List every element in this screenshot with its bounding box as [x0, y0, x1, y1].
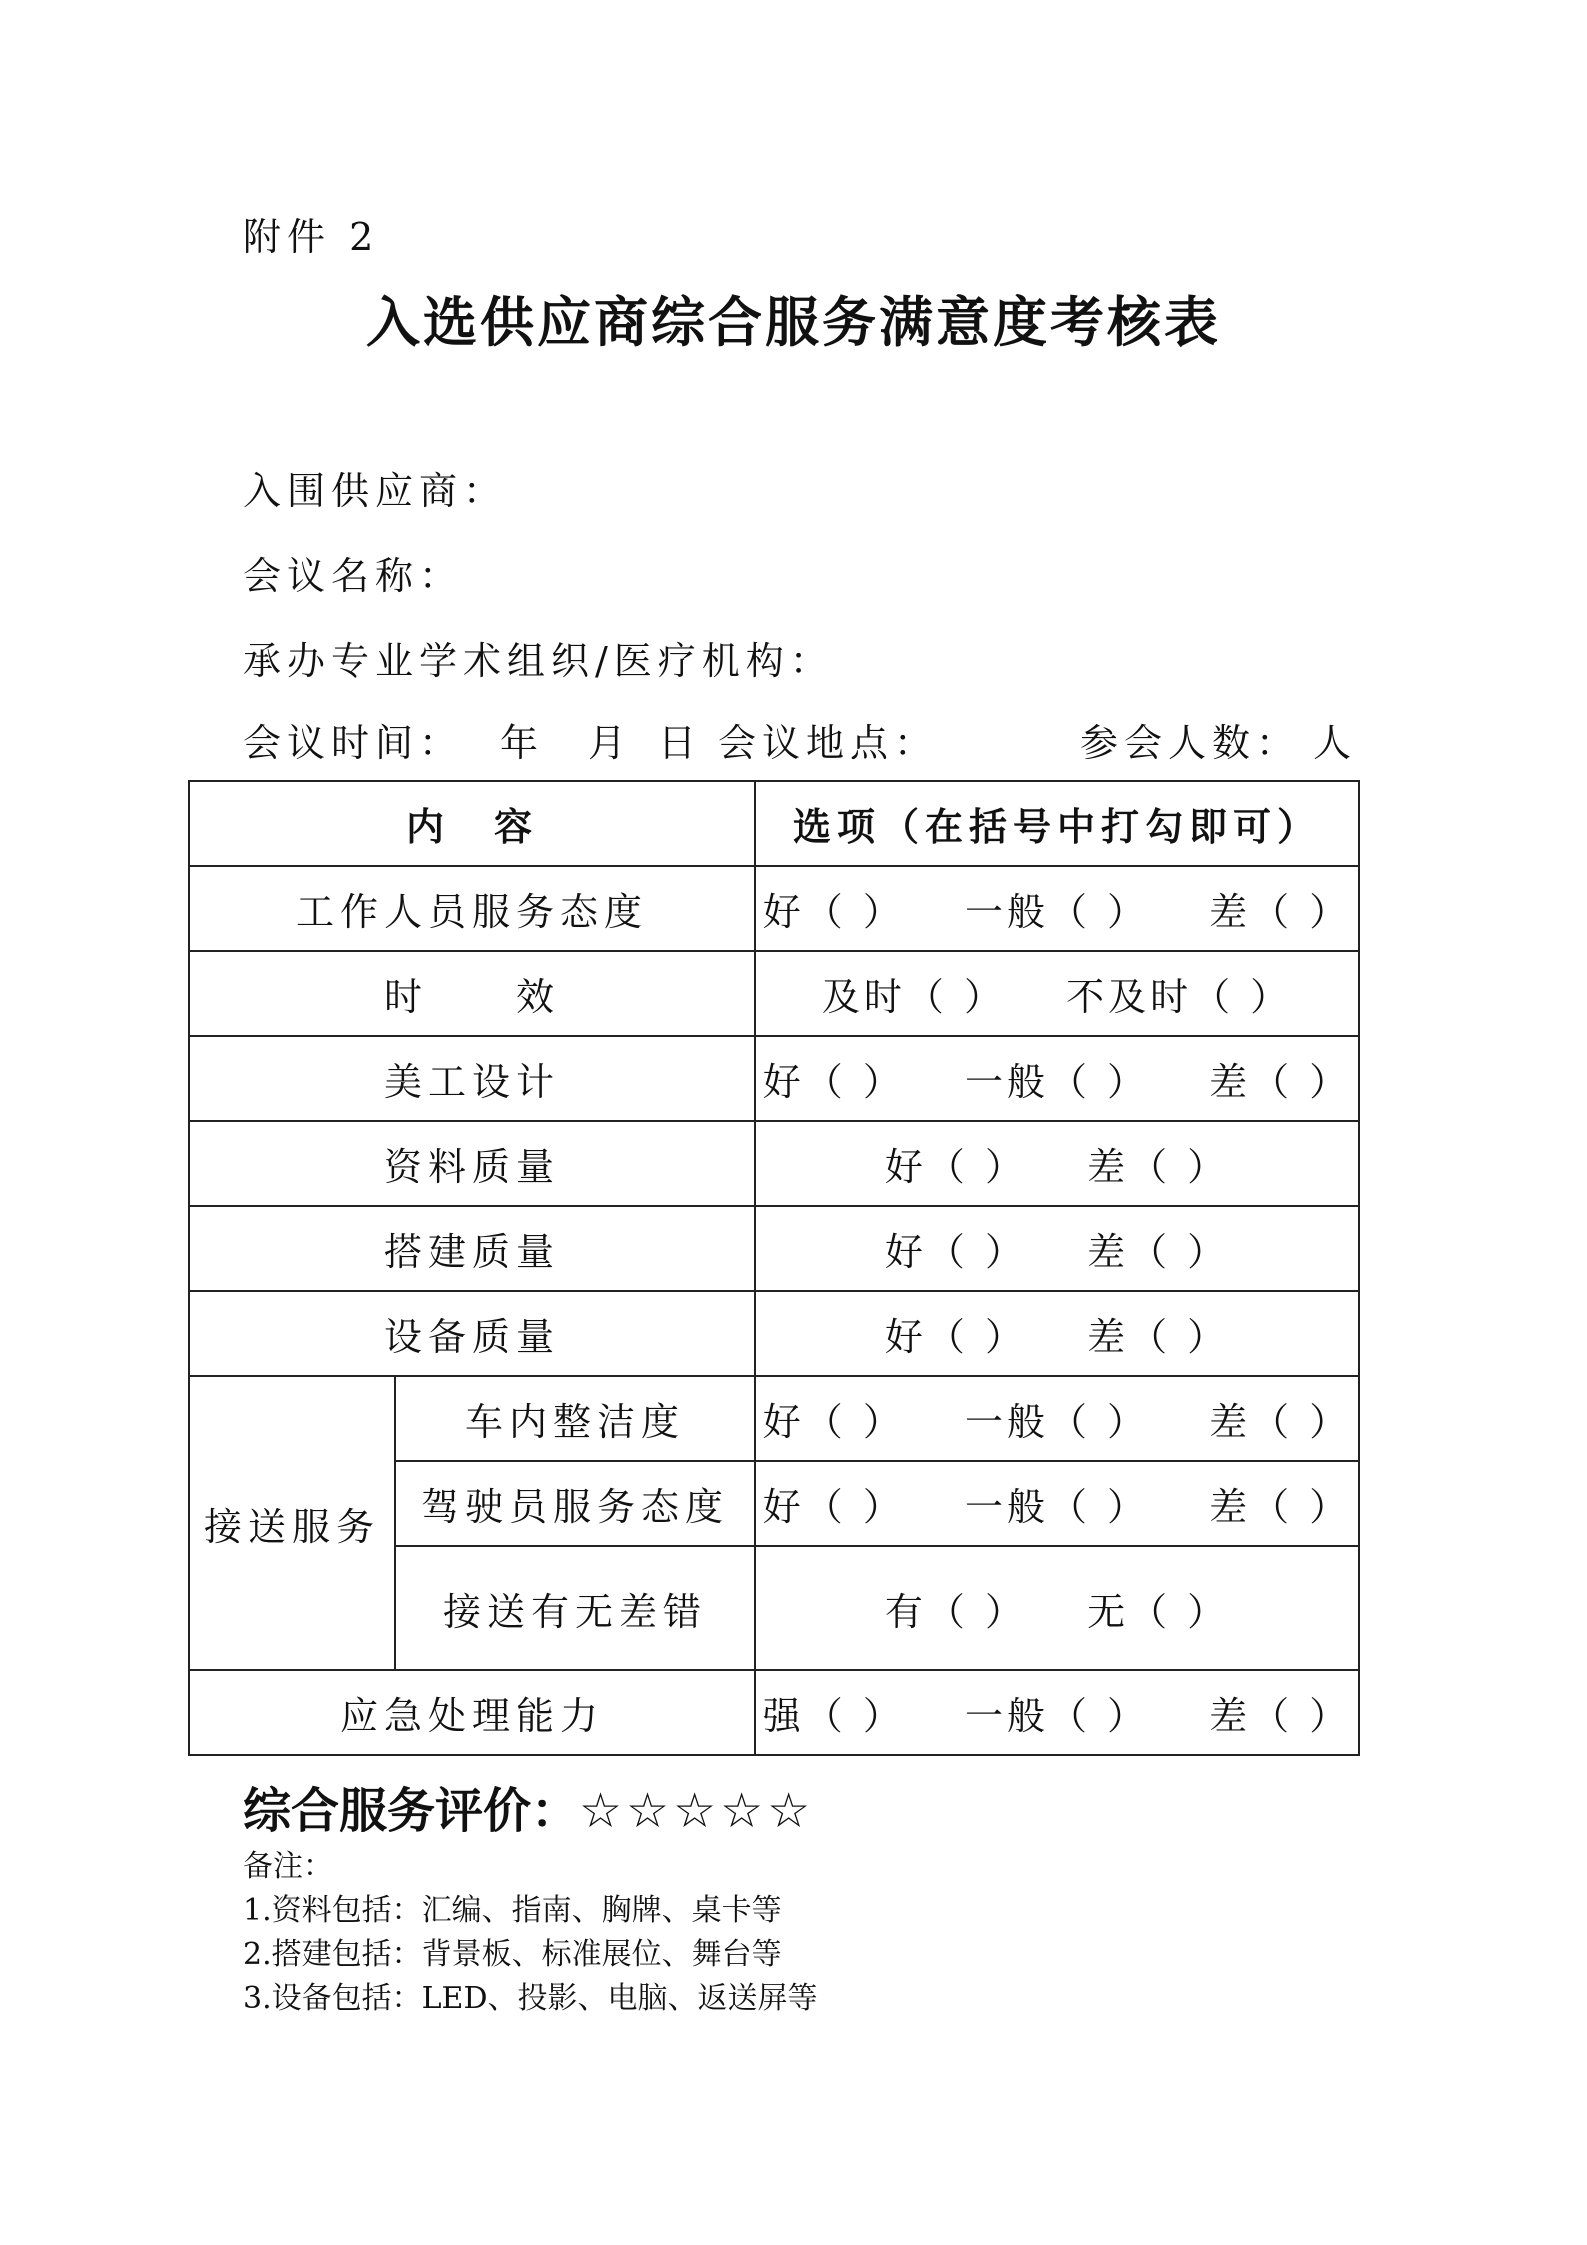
group-label-shuttle: 接送服务	[189, 1376, 395, 1670]
option-good[interactable]: 好（ ）	[762, 1060, 905, 1104]
options-column-header: 选项（在括号中打勾即可）	[755, 781, 1359, 866]
option-poor[interactable]: 差（ ）	[1087, 1230, 1230, 1274]
star-rating-icon[interactable]: ☆☆☆☆☆	[579, 1783, 815, 1839]
month-label: 月	[588, 721, 633, 765]
option-cell	[755, 1121, 1359, 1206]
table-row	[189, 951, 1359, 1036]
row-label: 时 效	[189, 951, 755, 1036]
row-label: 应急处理能力	[189, 1670, 755, 1755]
evaluation-table	[188, 780, 1360, 1756]
notes-heading: 备注：	[243, 1849, 333, 1884]
option-poor[interactable]: 差（ ）	[1087, 1145, 1230, 1189]
option-cell	[755, 1376, 1359, 1461]
option-average[interactable]: 一般（ ）	[964, 1485, 1150, 1529]
overall-rating-label: 综合服务评价：	[243, 1783, 580, 1839]
organizer-field-label: 承办专业学术组织/医疗机构：	[243, 639, 834, 683]
table-row	[189, 1291, 1359, 1376]
row-label: 设备质量	[189, 1291, 755, 1376]
row-label: 工作人员服务态度	[189, 866, 755, 951]
option-cell	[755, 866, 1359, 951]
option-good[interactable]: 好（ ）	[884, 1315, 1027, 1359]
option-strong[interactable]: 强（ ）	[762, 1694, 905, 1738]
option-poor[interactable]: 差（ ）	[1209, 1400, 1352, 1444]
option-cell	[755, 1036, 1359, 1121]
option-poor[interactable]: 差（ ）	[1209, 890, 1352, 934]
note-item: 1.资料包括：汇编、指南、胸牌、桌卡等	[243, 1893, 782, 1928]
table-row	[189, 1670, 1359, 1755]
option-timely[interactable]: 及时（ ）	[821, 975, 1006, 1019]
meeting-location-field-label: 会议地点：	[718, 721, 939, 765]
option-poor[interactable]: 差（ ）	[1209, 1060, 1352, 1104]
option-cell	[755, 1670, 1359, 1755]
page-title: 入选供应商综合服务满意度考核表	[366, 291, 1221, 354]
row-label: 接送有无差错	[395, 1546, 755, 1670]
day-label: 日	[658, 721, 703, 765]
table-row	[189, 1036, 1359, 1121]
option-cell	[755, 951, 1359, 1036]
option-cell	[755, 1206, 1359, 1291]
row-label: 搭建质量	[189, 1206, 755, 1291]
option-yes[interactable]: 有（ ）	[884, 1589, 1027, 1634]
option-average[interactable]: 一般（ ）	[964, 890, 1150, 934]
option-good[interactable]: 好（ ）	[762, 890, 905, 934]
option-average[interactable]: 一般（ ）	[964, 1060, 1150, 1104]
option-good[interactable]: 好（ ）	[884, 1230, 1027, 1274]
option-cell	[755, 1461, 1359, 1546]
table-row	[189, 1121, 1359, 1206]
attendees-field-label: 参会人数：	[1080, 721, 1301, 765]
option-no[interactable]: 无（ ）	[1087, 1589, 1230, 1634]
row-label: 驾驶员服务态度	[395, 1461, 755, 1546]
option-not-timely[interactable]: 不及时（ ）	[1066, 975, 1293, 1019]
table-row	[189, 866, 1359, 951]
row-label: 资料质量	[189, 1121, 755, 1206]
attachment-label: 附件 2	[243, 215, 380, 259]
year-label: 年	[500, 721, 545, 765]
option-average[interactable]: 一般（ ）	[964, 1400, 1150, 1444]
option-cell	[755, 1291, 1359, 1376]
note-item: 2.搭建包括：背景板、标准展位、舞台等	[243, 1937, 782, 1972]
option-cell	[755, 1546, 1359, 1670]
option-poor[interactable]: 差（ ）	[1209, 1694, 1352, 1738]
row-label: 车内整洁度	[395, 1376, 755, 1461]
option-poor[interactable]: 差（ ）	[1209, 1485, 1352, 1529]
content-column-header: 内 容	[189, 781, 755, 866]
option-good[interactable]: 好（ ）	[884, 1145, 1027, 1189]
overall-rating	[243, 1772, 814, 1841]
option-good[interactable]: 好（ ）	[762, 1485, 905, 1529]
option-good[interactable]: 好（ ）	[762, 1400, 905, 1444]
table-row	[189, 1376, 1359, 1461]
option-poor[interactable]: 差（ ）	[1087, 1315, 1230, 1359]
row-label: 美工设计	[189, 1036, 755, 1121]
option-average[interactable]: 一般（ ）	[964, 1694, 1150, 1738]
supplier-field-label: 入围供应商：	[243, 469, 508, 513]
table-row	[189, 1206, 1359, 1291]
meeting-name-field-label: 会议名称：	[243, 554, 464, 598]
note-item: 3.设备包括：LED、投影、电脑、返送屏等	[243, 1981, 818, 2016]
notes-section	[243, 1845, 818, 2021]
person-unit-label: 人	[1313, 721, 1358, 765]
meeting-time-field-label: 会议时间：	[243, 721, 464, 765]
